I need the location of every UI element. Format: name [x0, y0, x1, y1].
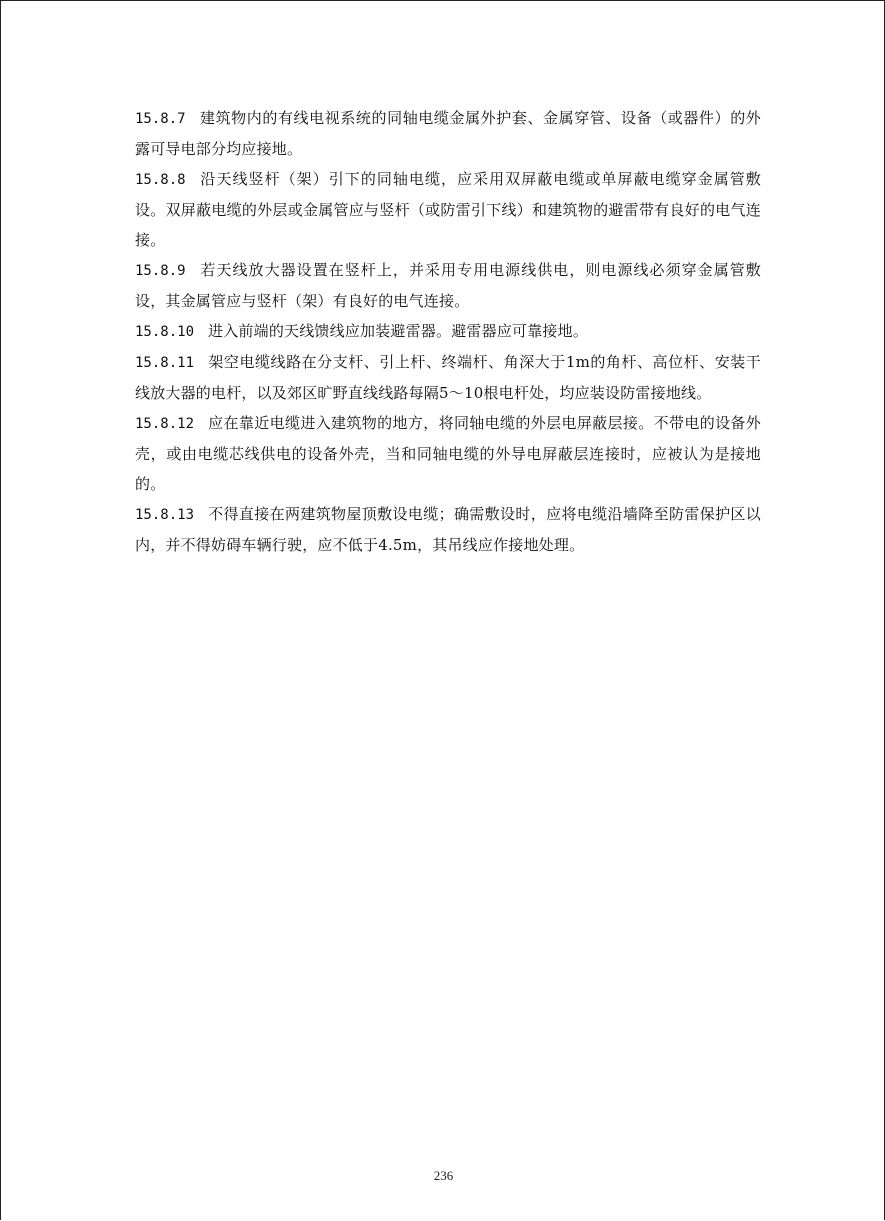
clause-15-8-9 [135, 255, 761, 316]
clause-number: 15.8.7 [135, 111, 186, 127]
clause-number: 15.8.13 [135, 507, 195, 523]
clause-text: 若天线放大器设置在竖杆上，并采用专用电源线供电，则电源线必须穿金属管敷设，其金属管应与竖杆（架）有良好的电气连接。 [135, 261, 761, 310]
clause-number: 15.8.10 [135, 324, 195, 340]
clause-list [135, 103, 761, 560]
clause-15-8-11 [135, 347, 761, 408]
clause-text: 建筑物内的有线电视系统的同轴电缆金属外护套、金属穿管、设备（或器件）的外露可导电部分均应接地。 [135, 109, 761, 158]
clause-number: 15.8.12 [135, 416, 195, 432]
clause-text: 进入前端的天线馈线应加装避雷器。避雷器应可靠接地。 [208, 322, 589, 340]
clause-text: 不得直接在两建筑物屋顶敷设电缆；确需敷设时，应将电缆沿墙降至防雷保护区以内，并不得妨碍车辆行驶，应不低于4.5m，其吊线应作接地处理。 [135, 505, 761, 554]
clause-text: 沿天线竖杆（架）引下的同轴电缆，应采用双屏蔽电缆或单屏蔽电缆穿金属管敷设。双屏蔽电缆的外层或金属管应与竖杆（或防雷引下线）和建筑物的避雷带有良好的电气连接。 [135, 170, 761, 249]
clause-15-8-7 [135, 103, 761, 164]
clause-text: 应在靠近电缆进入建筑物的地方，将同轴电缆的外层电屏蔽层接。不带电的设备外壳，或由电缆芯线供电的设备外壳，当和同轴电缆的外导电屏蔽层连接时，应被认为是接地的。 [135, 414, 761, 493]
clause-number: 15.8.8 [135, 172, 186, 188]
clause-15-8-10 [135, 316, 761, 347]
clause-text: 架空电缆线路在分支杆、引上杆、终端杆、角深大于1m的角杆、高位杆、安装干线放大器的电杆，以及郊区旷野直线线路每隔5～10根电杆处，均应装设防雷接地线。 [135, 353, 761, 402]
clause-15-8-8 [135, 164, 761, 255]
clause-15-8-13 [135, 499, 761, 560]
page-number: 236 [433, 1168, 454, 1183]
clause-number: 15.8.9 [135, 263, 186, 279]
clause-15-8-12 [135, 408, 761, 499]
clause-number: 15.8.11 [135, 355, 195, 371]
